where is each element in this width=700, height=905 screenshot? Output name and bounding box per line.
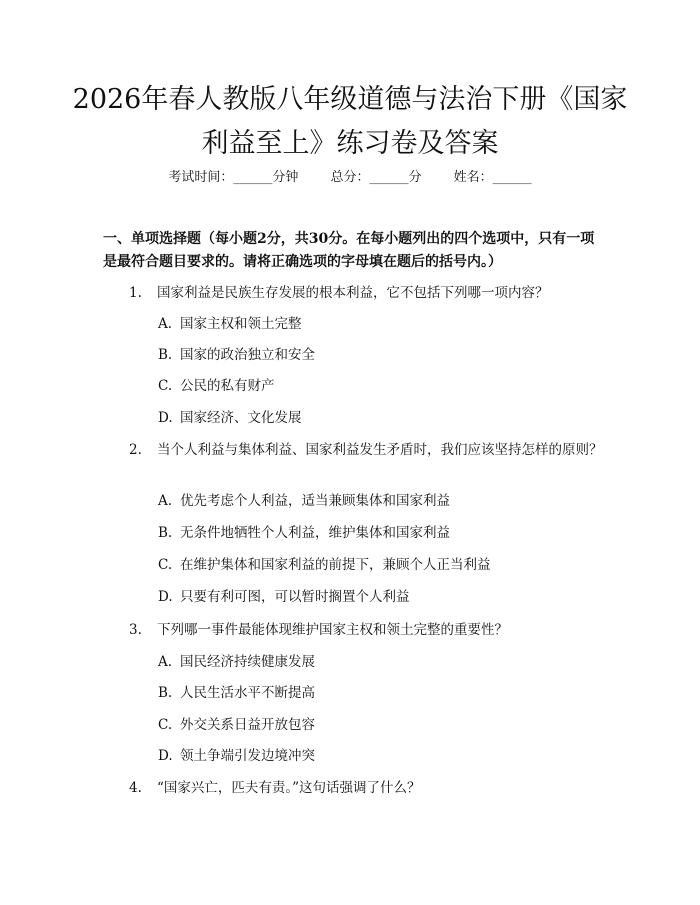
question-1 [103,282,603,304]
exam-meta [0,168,700,188]
option-b [158,345,598,365]
option-letter: C. [158,557,173,573]
question-text: “国家兴亡，匹夫有责。”这句话强调了什么？ [157,780,421,796]
option-text: 国家经济、文化发展 [180,410,302,426]
option-letter: C. [158,378,173,394]
option-text: 领土争端引发边境冲突 [180,748,315,764]
option-text: 人民生活水平不断提高 [180,685,315,701]
option-text: 国家主权和领土完整 [180,316,302,332]
option-text: 在维护集体和国家利益的前提下，兼顾个人正当利益 [180,557,491,573]
question-text: 当个人利益与集体利益、国家利益发生矛盾时，我们应该坚持怎样的原则？ [157,442,603,458]
student-name: 姓名：______ [453,170,532,185]
option-letter: B. [158,685,173,701]
option-letter: A. [158,316,173,332]
question-2 [103,439,603,461]
option-letter: B. [158,347,173,363]
question-number: 3. [129,622,142,638]
question-3 [103,619,603,641]
question-number: 1. [129,285,142,301]
option-c [158,376,598,396]
option-text: 国家的政治独立和安全 [180,347,315,363]
section-heading: 一、单项选择题（每小题2分，共30分。在每小题列出的四个选项中，只有一项是最符合题目要求的。请将正确选项的字母填在题后的括号内。） [103,231,595,270]
option-letter: A. [158,654,173,670]
option-text: 优先考虑个人利益，适当兼顾集体和国家利益 [180,493,450,509]
option-a [158,491,598,511]
option-a [158,314,598,334]
question-4 [103,777,603,799]
option-letter: D. [158,410,173,426]
option-letter: C. [158,717,173,733]
option-letter: B. [158,525,173,541]
option-a [158,652,598,672]
question-number: 2. [129,442,142,458]
question-number: 4. [129,780,142,796]
option-letter: A. [158,493,173,509]
question-text: 国家利益是民族生存发展的根本利益，它不包括下列哪一项内容？ [157,285,549,301]
option-b [158,683,598,703]
exam-time: 考试时间：______分钟 [168,170,299,185]
option-c [158,555,598,575]
option-b [158,523,598,543]
option-text: 只要有利可图，可以暂时搁置个人利益 [180,589,410,605]
option-c [158,715,598,735]
option-text: 外交关系日益开放包容 [180,717,315,733]
page-title: 2026年春人教版八年级道德与法治下册《国家利益至上》练习卷及答案 [72,84,628,159]
question-text: 下列哪一事件最能体现维护国家主权和领土完整的重要性？ [157,622,508,638]
option-d [158,746,598,766]
option-d [158,408,598,428]
option-text: 无条件地牺牲个人利益，维护集体和国家利益 [180,525,450,541]
exam-score: 总分：______分 [330,170,422,185]
option-text: 国民经济持续健康发展 [180,654,315,670]
option-letter: D. [158,589,173,605]
option-text: 公民的私有财产 [180,378,275,394]
option-d [158,587,598,607]
option-letter: D. [158,748,173,764]
